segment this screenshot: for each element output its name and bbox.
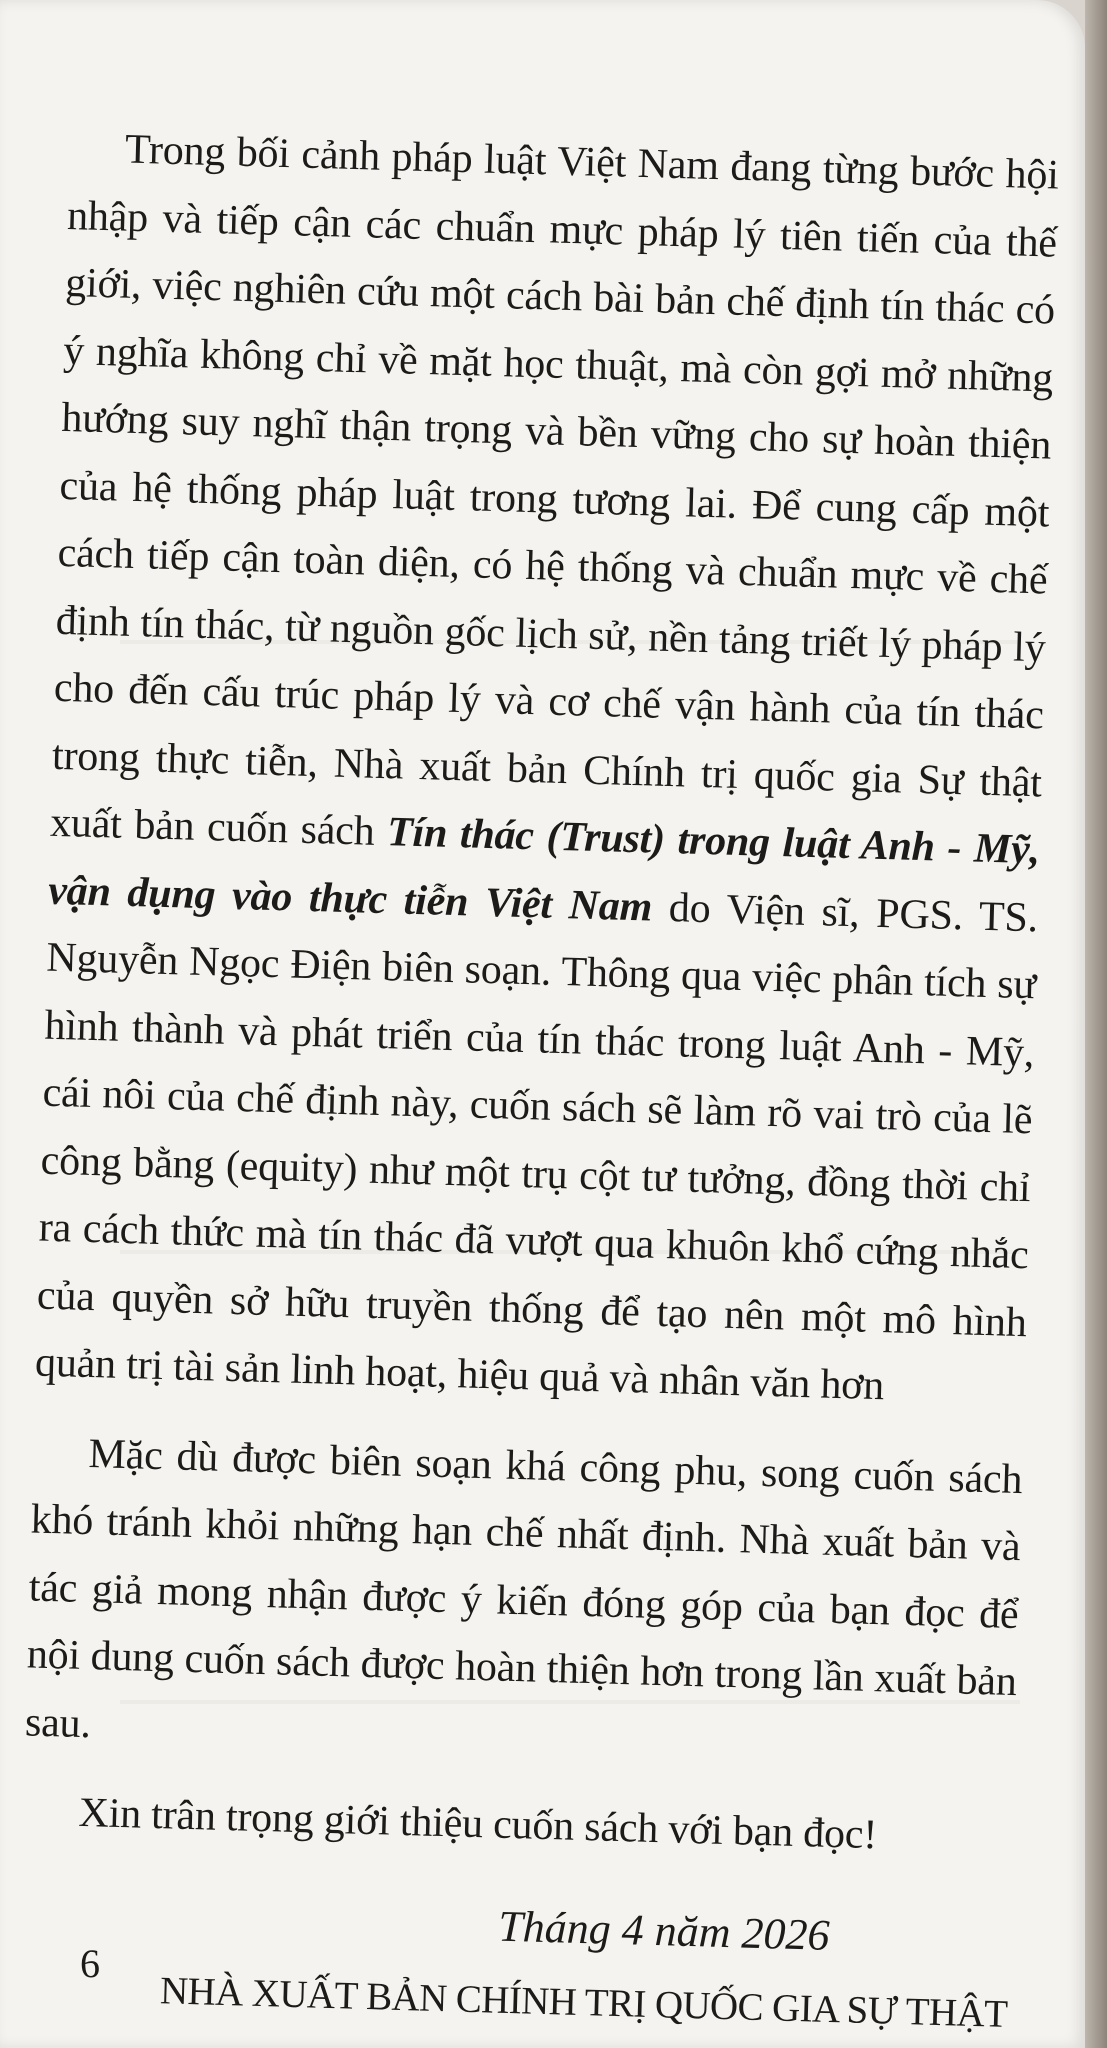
date-line: Tháng 4 năm 2026 [497,1901,831,1960]
paragraph-1-tail: do Viện sĩ, PGS. TS. Nguyễn Ngọc Điện biên soạn. Thông qua việc phân tích sự hình thành và phát triển của tín thác trong luật Anh - Mỹ, cái nôi của chế định này, cuốn sách sẽ làm rõ vai trò của lẽ công bằng (equity) như một trụ cột tư tưởng, đồng thời chỉ ra cách thức mà tín thác đã vượt qua khuôn khổ cứng nhắc của quyền sở hữu truyền thống để tạo nên một mô hình quản trị tài sản linh hoạt, hiệu quả và nhân văn hơn [34,884,1039,1410]
publisher-signature: NHÀ XUẤT BẢN CHÍNH TRỊ QUỐC GIA SỰ THẬT [159,1968,1008,2036]
paragraph-1 [34,115,1059,1425]
body-text [17,115,1060,2045]
paragraph-1-lead: Trong bối cảnh pháp luật Việt Nam đang từng bước hội nhập và tiếp cận các chuẩn mực pháp lý tiên tiến của thế giới, việc nghiên cứu một cách bài bản chế định tín thác có ý nghĩa không chỉ về mặt học thuật, mà còn gợi mở những hướng suy nghĩ thận trọng và bền vững cho sự hoàn thiện của hệ thống pháp luật trong tương lai. Để cung cấp một cách tiếp cận toàn diện, có hệ thống và chuẩn mực về chế định tín thác, từ nguồn gốc lịch sử, nền tảng triết lý pháp lý cho đến cấu trúc pháp lý và cơ chế vận hành của tín thác trong thực tiễn, Nhà xuất bản Chính trị quốc gia Sự thật xuất bản cuốn sách [49,126,1060,855]
book-title: Tín thác (Trust) trong luật Anh - Mỹ, vận dụng vào thực tiễn Việt Nam [47,809,1041,931]
page-number: 6 [80,1941,100,1986]
paragraph-2: Mặc dù được biên soạn khá công phu, song cuốn sách khó tránh khỏi những hạn chế nhất định. Nhà xuất bản và tác giả mong nhận được ý kiến đóng góp của bạn đọc để nội dung cuốn sách được hoàn thiện hơn trong lần xuất bản sau. [24,1430,1023,1747]
paragraph-3: Xin trân trọng giới thiệu cuốn sách với bạn đọc! [77,1789,878,1859]
page-edge [1085,0,1107,2048]
